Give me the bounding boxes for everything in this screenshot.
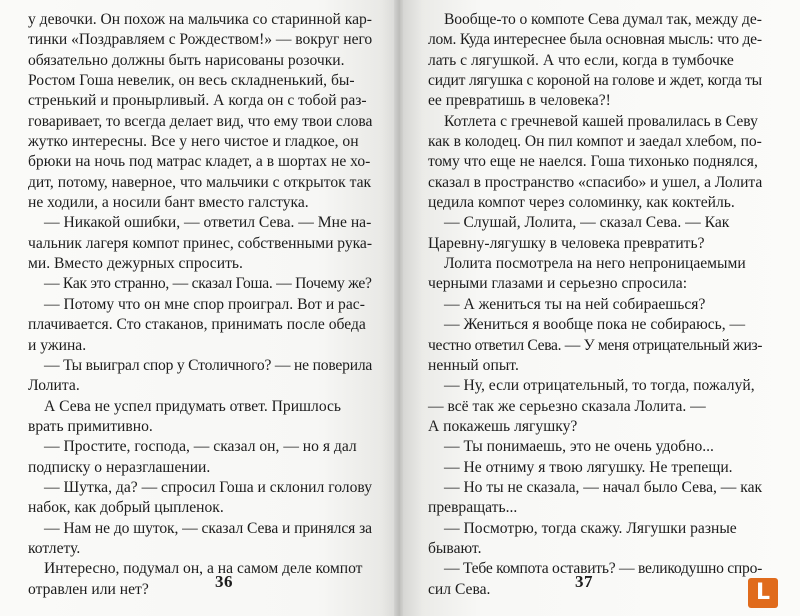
- text-line: стренький и проныpливый. А когда он с тобой раз-: [28, 92, 367, 110]
- left-page-text: [28, 10, 372, 600]
- text-line: ее превратишь в человека?!: [428, 92, 611, 110]
- text-line: как в колодец. Он пил компот и заедал хлебом, по-: [428, 133, 762, 151]
- text-line: — Посмотрю, тогда скажу. Лягушки разные: [444, 519, 737, 537]
- right-page-number: 37: [575, 572, 593, 591]
- text-line: — Жениться я вообще пока не собираюсь, —: [444, 316, 746, 334]
- text-line: честно ответил Сева. — У меня отрицательный жиз-: [428, 336, 763, 354]
- publisher-logo-icon: L: [748, 578, 778, 608]
- text-line: набок, как добрый цыпленок.: [28, 499, 224, 517]
- text-line: Лолита посмотрела на него непроницаемыми: [444, 255, 746, 273]
- text-line: — Потому что он мне спор проиграл. Вот и рас-: [44, 295, 365, 313]
- text-line: брюки на ночь под матрас кладет, а в шортах не хо-: [28, 153, 371, 171]
- text-line: лать с лягушкой. А что если, когда в тумбочке: [428, 51, 734, 69]
- text-line: у девочки. Он похож на мальчика со старинной кар-: [28, 11, 372, 28]
- left-page-number: 36: [215, 572, 233, 591]
- text-line: — Слушай, Лолита, — сказал Сева. — Как: [444, 214, 730, 232]
- text-line: — Но ты не сказала, — начал было Сева, — как: [444, 478, 763, 496]
- text-line: черными глазами и серьезно спросила:: [428, 275, 688, 293]
- text-line: — Не отниму я твою лягушку. Не трепещи.: [444, 458, 733, 476]
- text-line: тинки «Поздравляем с Рождеством!» — вокруг него: [28, 31, 373, 49]
- text-line: сидит лягушка с короной на голове и ждет, когда ты: [428, 72, 762, 90]
- text-line: — Никакой ошибки, — ответил Сева. — Мне на-: [44, 214, 372, 232]
- text-line: — Как это странно, — сказал Гоша. — Почему же?: [44, 275, 372, 293]
- text-line: дит, потому, наверное, что мальчики с открыток так: [28, 173, 372, 191]
- left-page: [0, 0, 397, 616]
- text-line: А покажешь лягушку?: [428, 417, 578, 435]
- text-line: жутко интересны. Все у него чистое и гладкое, он: [28, 133, 359, 151]
- text-line: — Нам не до шуток, — сказал Сева и принялся за: [44, 519, 372, 537]
- text-line: говаривает, то всегда делает вид, что ему твои слова: [28, 112, 373, 130]
- text-line: ненный опыт.: [428, 356, 519, 374]
- text-line: ми. Вместо дежурных спросить.: [28, 255, 243, 273]
- text-line: лом. Куда интереснее была основная мысль: что де-: [428, 31, 762, 49]
- text-line: и ужина.: [28, 336, 87, 354]
- text-line: Интересно, подумал он, а на самом деле компот: [44, 560, 363, 578]
- text-line: Лолита.: [28, 377, 80, 395]
- text-line: не ходили, а носили бант вместо галстука.: [28, 194, 309, 212]
- text-line: Царевну-лягушку в человека превратить?: [428, 234, 705, 252]
- right-page-text: [428, 10, 762, 600]
- text-line: котлету.: [28, 539, 81, 557]
- text-line: тому что еще не наелся. Гоша тихонько поднялся,: [428, 153, 758, 171]
- text-line: цедила компот через соломинку, как коктейль.: [428, 194, 735, 212]
- text-line: — Ты понимаешь, это не очень удобно...: [444, 438, 714, 456]
- text-line: Котлета с гречневой кашей провалилась в Севу: [444, 112, 758, 130]
- text-line: превращать...: [428, 499, 518, 517]
- text-line: обязательно должны быть нарисованы розочки.: [28, 51, 345, 69]
- text-line: — Ты выиграл спор у Столичного? — не поверила: [44, 356, 373, 374]
- text-line: — Шутка, да? — спросил Гоша и склонил голову: [44, 478, 373, 496]
- text-line: плачивается. Сто стаканов, принимать после обеда: [28, 316, 366, 334]
- text-line: подписку о неразглашении.: [28, 458, 211, 476]
- text-line: — всё так же серьезно сказала Лолита. —: [428, 397, 706, 415]
- text-line: Ростом Гоша невелик, он весь складненький, бы-: [28, 72, 355, 90]
- text-line: отравлен или нет?: [28, 580, 149, 598]
- text-line: — Ну, если отрицательный, то тогда, пожалуй,: [444, 377, 755, 395]
- text-line: врать примитивно.: [28, 417, 153, 435]
- text-line: чальник лагеря компот принес, собственными рука-: [28, 234, 373, 252]
- right-page: [403, 0, 800, 616]
- text-line: бывают.: [428, 539, 482, 557]
- text-line: сил Сева.: [428, 580, 491, 598]
- text-line: А Сева не успел придумать ответ. Пришлось: [44, 397, 342, 415]
- text-line: сказал в пространство «спасибо» и ушел, а Лолита: [428, 173, 763, 191]
- text-line: — А жениться ты на ней собираешься?: [444, 295, 706, 313]
- text-line: — Простите, господа, — сказал он, — но я дал: [44, 438, 357, 456]
- text-line: — Тебе компота оставить? — великодушно спро-: [444, 560, 763, 578]
- text-line: Вообще-то о компоте Сева думал так, между де-: [444, 11, 762, 28]
